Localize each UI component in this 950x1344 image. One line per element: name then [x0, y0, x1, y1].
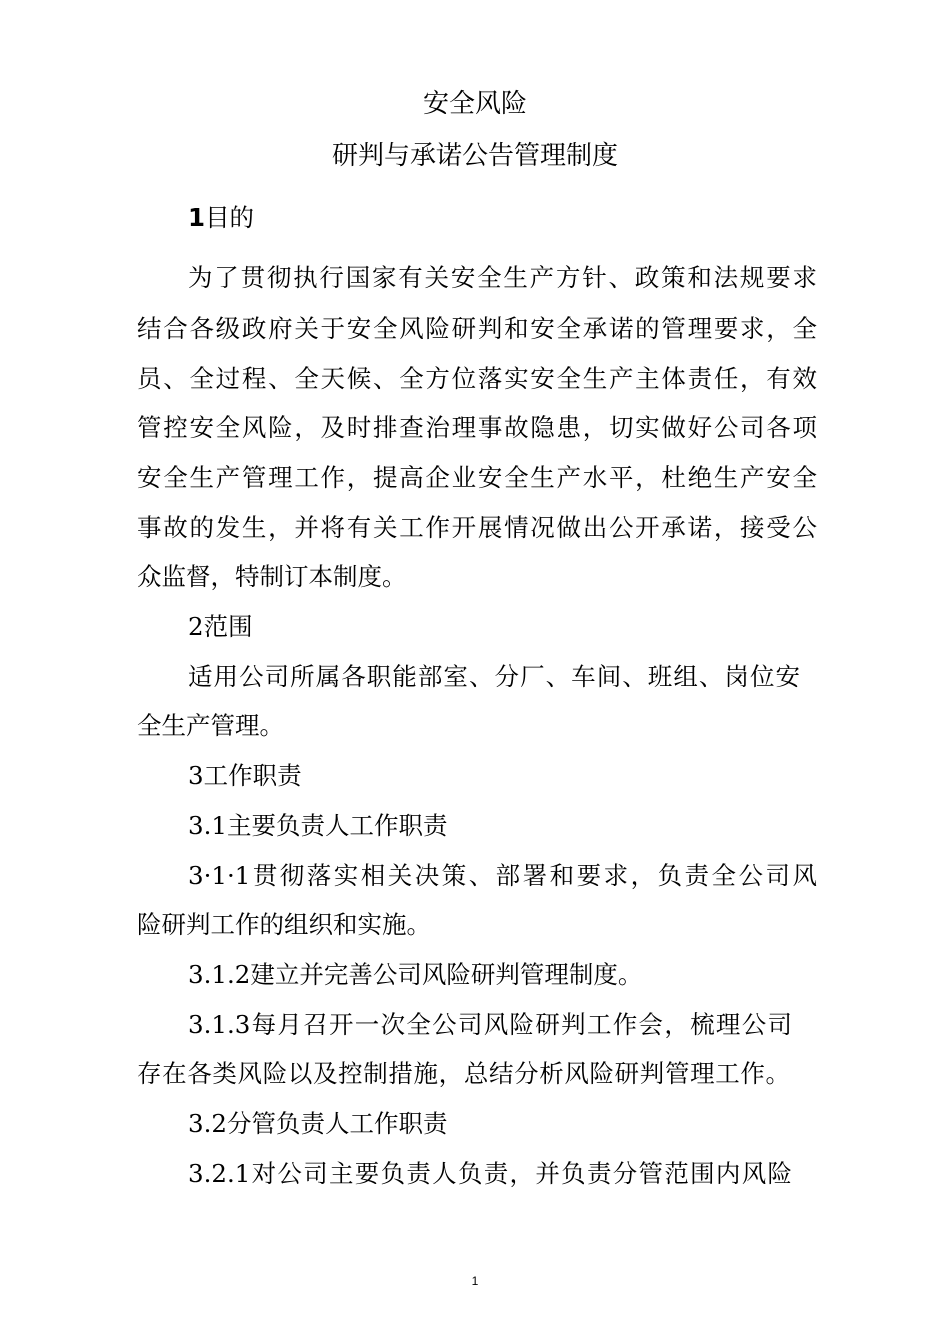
paragraph-line: 为了贯彻执行国家有关安全生产方针、政策和法规要求	[188, 263, 817, 292]
paragraph-line: 管控安全风险，及时排查治理事故隐患，切实做好公司各项	[137, 413, 817, 442]
section-heading-scope: 2范围	[188, 612, 253, 641]
paragraph-line: 全生产管理。	[137, 711, 284, 740]
paragraph-line: 事故的发生，并将有关工作开展情况做出公开承诺，接受公	[137, 513, 817, 542]
document-title-line1: 安全风险	[422, 89, 527, 119]
paragraph-line: 安全生产管理工作，提高企业安全生产水平，杜绝生产安全	[137, 463, 817, 492]
paragraph-line: 3.1.2建立并完善公司风险研判管理制度。	[188, 960, 643, 989]
paragraph-line: 3.2.1对公司主要负责人负责，并负责分管范围内风险	[188, 1159, 792, 1188]
paragraph-line: 3.1.3每月召开一次全公司风险研判工作会，梳理公司	[188, 1010, 792, 1039]
section-title: 目的	[205, 203, 255, 232]
section-heading-purpose	[188, 203, 868, 233]
paragraph-line: 险研判工作的组织和实施。	[137, 910, 431, 939]
section-heading-duties: 3工作职责	[188, 761, 302, 790]
paragraph-line: 存在各类风险以及控制措施，总结分析风险研判管理工作。	[137, 1059, 790, 1088]
paragraph-line: 员、全过程、全天候、全方位落实安全生产主体责任，有效	[137, 364, 817, 393]
subsection-heading: 3.2分管负责人工作职责	[188, 1109, 448, 1138]
document-title-line2: 研判与承诺公告管理制度	[331, 141, 618, 171]
page-number: 1	[471, 1274, 479, 1288]
paragraph-line: 结合各级政府关于安全风险研判和安全承诺的管理要求，全	[137, 314, 817, 343]
subsection-heading: 3.1主要负责人工作职责	[188, 811, 448, 840]
paragraph-line: 3·1·1贯彻落实相关决策、部署和要求，负责全公司风	[188, 861, 817, 890]
section-number: 1	[188, 203, 206, 232]
paragraph-line: 众监督，特制订本制度。	[137, 562, 407, 591]
paragraph-line: 适用公司所属各职能部室、分厂、车间、班组、岗位安	[188, 662, 800, 691]
